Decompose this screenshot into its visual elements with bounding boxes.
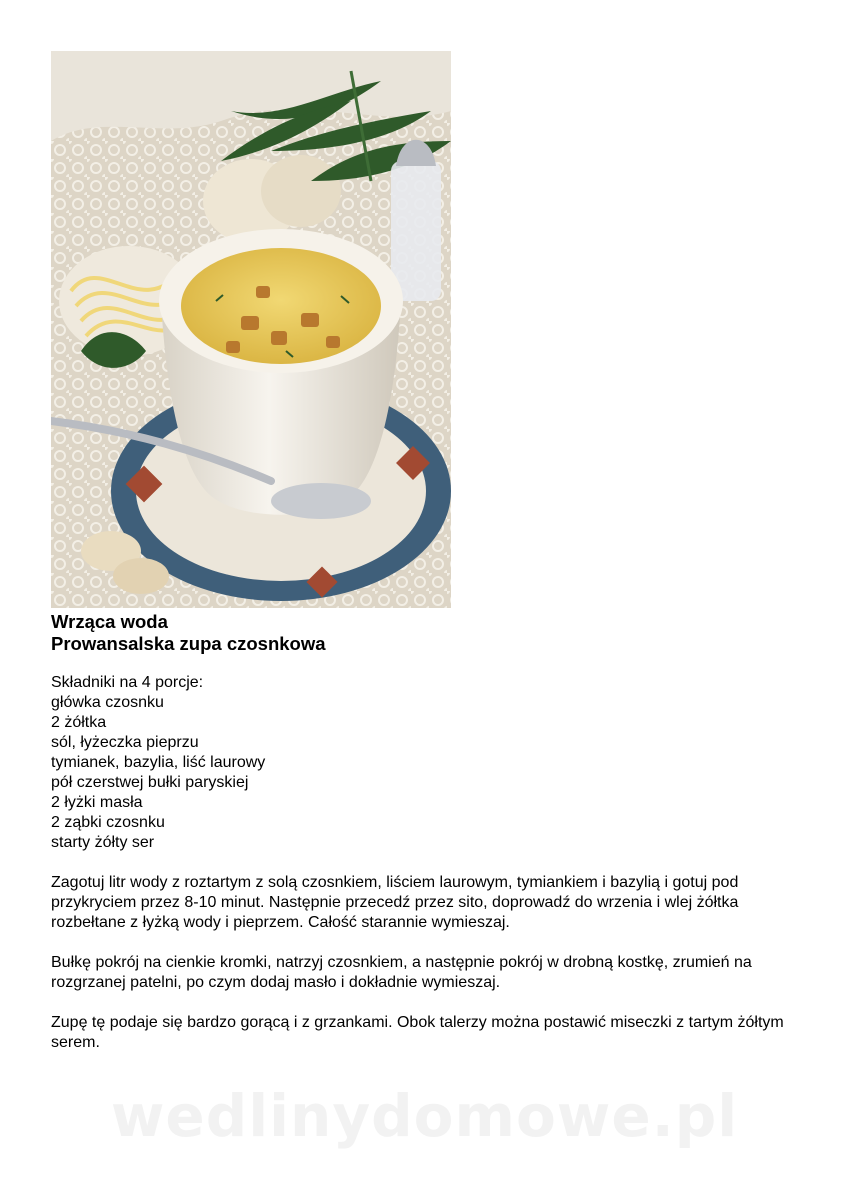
ingredients-list <box>51 693 801 853</box>
recipe-photo <box>51 51 451 608</box>
instruction-paragraph: Zagotuj litr wody z roztartym z solą czosnkiem, liściem laurowym, tymiankiem i bazylią i gotuj pod przykryciem przez 8-10 minut. Następnie przecedź przez sito, doprowadź do wrzenia i wlej żółtka rozbełtane z łyżką wody i pieprzem. Całość starannie wymieszaj. <box>51 874 739 931</box>
list-item: główka czosnku <box>51 694 164 711</box>
document-title: Wrząca woda <box>51 611 168 632</box>
ingredients-header: Składniki na 4 porcje: <box>51 674 204 691</box>
recipe-content <box>51 673 801 1053</box>
list-item: pół czerstwej bułki paryskiej <box>51 774 249 791</box>
instruction-paragraph: Zupę tę podaje się bardzo gorącą i z grzankami. Obok talerzy można postawić miseczki z tartym żółtym serem. <box>51 1014 784 1051</box>
list-item: 2 żółtka <box>51 714 107 731</box>
recipe-titles <box>51 611 326 655</box>
instruction-paragraph: Bułkę pokrój na cienkie kromki, natrzyj czosnkiem, a następnie pokrój w drobną kostkę, zrumień na rozgrzanej patelni, po czym dodaj masło i dokładnie wymieszaj. <box>51 954 752 991</box>
list-item: starty żółty ser <box>51 834 155 851</box>
soup-bowl-photo-icon <box>51 51 451 608</box>
list-item: tymianek, bazylia, liść laurowy <box>51 754 266 771</box>
list-item: 2 łyżki masła <box>51 794 143 811</box>
list-item: 2 ząbki czosnku <box>51 814 165 831</box>
watermark: wedlinydomowe.pl <box>110 1082 739 1150</box>
list-item: sól, łyżeczka pieprzu <box>51 734 199 751</box>
document-subtitle: Prowansalska zupa czosnkowa <box>51 633 326 654</box>
